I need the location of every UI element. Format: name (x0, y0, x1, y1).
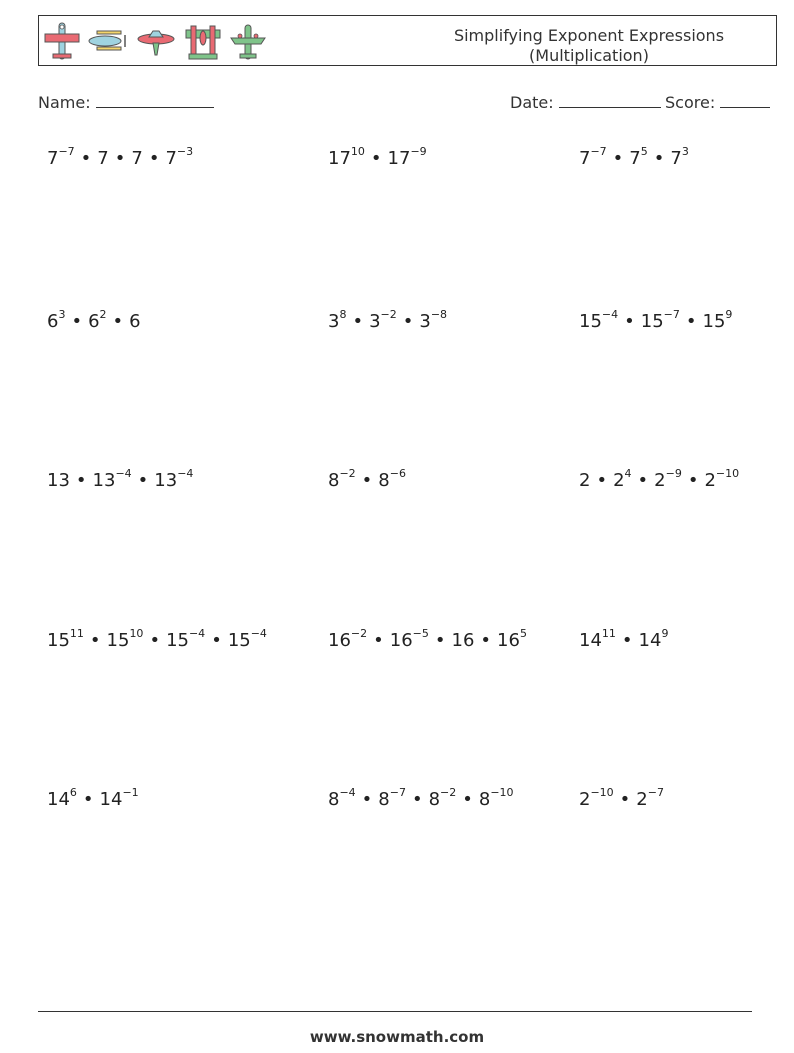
problem-5 (328, 308, 448, 332)
problem-15 (579, 786, 664, 810)
term-exponent: −4 (339, 786, 356, 799)
term-exponent: 9 (725, 308, 733, 321)
term-base: 2 (613, 470, 625, 491)
footer-divider (38, 1011, 752, 1012)
term-base: 15 (640, 311, 664, 332)
multiply-dot: • (685, 311, 697, 332)
term-exponent: 6 (69, 786, 77, 799)
term-exponent: −4 (177, 467, 194, 480)
term-base: 7 (97, 148, 109, 169)
term-base: 2 (654, 470, 666, 491)
term-base: 15 (47, 630, 70, 651)
multiply-dot: • (361, 789, 373, 810)
term-base: 14 (99, 789, 123, 810)
term-base: 8 (328, 470, 340, 491)
term-base: 7 (47, 148, 59, 169)
term-exponent: −4 (115, 467, 132, 480)
multiply-dot: • (480, 630, 492, 651)
multiply-dot: • (462, 789, 473, 810)
term-exponent: −4 (250, 627, 267, 640)
airplane-icon (43, 21, 81, 63)
term-exponent: −7 (58, 145, 75, 158)
term-exponent: −2 (440, 786, 457, 799)
term-exponent: −7 (663, 308, 680, 321)
term-exponent: 5 (640, 145, 648, 158)
multiply-dot: • (411, 789, 423, 810)
biplane-icon (87, 27, 129, 57)
term-base: 7 (131, 148, 143, 169)
multiply-dot: • (370, 148, 382, 169)
term-exponent: −10 (590, 786, 614, 799)
term-exponent: −2 (339, 467, 356, 480)
date-blank[interactable] (559, 93, 661, 108)
term-base: 16 (328, 630, 351, 651)
term-base: 3 (328, 311, 340, 332)
term-exponent: 10 (129, 627, 144, 640)
term-exponent: 8 (339, 308, 347, 321)
score-blank[interactable] (720, 93, 770, 108)
term-base: 8 (328, 789, 340, 810)
date-label: Date: (510, 93, 554, 112)
term-base: 15 (106, 630, 130, 651)
term-exponent: −5 (412, 627, 429, 640)
term-exponent: −1 (122, 786, 139, 799)
term-exponent: −4 (188, 627, 206, 640)
name-label: Name: (38, 93, 91, 112)
name-field[interactable] (38, 93, 214, 112)
multiply-dot: • (352, 311, 364, 332)
multiply-dot: • (211, 630, 222, 651)
score-field[interactable] (665, 93, 770, 112)
multiply-dot: • (434, 630, 446, 651)
multiply-dot: • (148, 148, 160, 169)
term-base: 15 (227, 630, 251, 651)
problem-2 (328, 145, 427, 169)
term-base: 3 (419, 311, 431, 332)
term-exponent: −7 (590, 145, 607, 158)
problem-3 (579, 145, 689, 169)
term-exponent: 9 (661, 627, 669, 640)
multiply-dot: • (621, 630, 633, 651)
term-exponent: −7 (389, 786, 406, 799)
multiply-dot: • (373, 630, 384, 651)
problem-7 (47, 467, 194, 491)
term-base: 17 (387, 148, 411, 169)
propeller-plane-icon (229, 22, 267, 62)
term-exponent: −9 (410, 145, 427, 158)
term-base: 8 (378, 470, 390, 491)
term-exponent: 5 (519, 627, 527, 640)
term-base: 8 (428, 789, 441, 810)
term-base: 13 (47, 470, 70, 491)
problem-8 (328, 467, 406, 491)
problem-10 (47, 627, 267, 651)
term-exponent: 11 (601, 627, 616, 640)
term-base: 15 (166, 630, 189, 651)
term-base: 8 (478, 789, 491, 810)
term-exponent: 2 (99, 308, 107, 321)
problem-1 (47, 145, 194, 169)
term-base: 2 (579, 470, 591, 491)
term-exponent: −2 (350, 627, 368, 640)
term-base: 8 (378, 789, 390, 810)
term-exponent: −10 (715, 467, 740, 480)
problem-12 (579, 627, 669, 651)
multiply-dot: • (653, 148, 665, 169)
multiply-dot: • (612, 148, 624, 169)
term-exponent: −4 (601, 308, 619, 321)
term-exponent: −10 (490, 786, 514, 799)
name-blank[interactable] (96, 93, 214, 108)
term-exponent: −7 (647, 786, 664, 799)
multiply-dot: • (619, 789, 631, 810)
term-exponent: 10 (350, 145, 365, 158)
multiply-dot: • (89, 630, 101, 651)
worksheet-title (434, 26, 744, 66)
term-base: 2 (579, 789, 591, 810)
multiply-dot: • (80, 148, 92, 169)
term-base: 14 (638, 630, 662, 651)
multiply-dot: • (596, 470, 608, 491)
problem-13 (47, 786, 139, 810)
term-exponent: 4 (624, 467, 632, 480)
multiply-dot: • (637, 470, 649, 491)
term-exponent: 11 (69, 627, 84, 640)
term-base: 15 (579, 311, 602, 332)
twin-boom-plane-icon (183, 22, 223, 62)
term-base: 2 (636, 789, 648, 810)
term-exponent: 3 (681, 145, 689, 158)
term-base: 14 (47, 789, 70, 810)
problem-9 (579, 467, 740, 491)
score-label: Score: (665, 93, 716, 112)
problem-6 (579, 308, 733, 332)
term-base: 13 (92, 470, 116, 491)
term-base: 14 (579, 630, 602, 651)
title-line-1: Simplifying Exponent Expressions (453, 26, 725, 45)
term-base: 7 (670, 148, 682, 169)
term-base: 7 (579, 148, 591, 169)
term-base: 3 (369, 311, 381, 332)
multiply-dot: • (75, 470, 87, 491)
term-base: 16 (497, 630, 520, 651)
term-exponent: −2 (380, 308, 397, 321)
problem-4 (47, 308, 141, 332)
term-base: 16 (451, 630, 475, 651)
term-exponent: −6 (389, 467, 406, 480)
date-field[interactable] (510, 93, 661, 112)
term-exponent: −8 (430, 308, 448, 321)
term-base: 6 (88, 311, 100, 332)
term-base: 13 (154, 470, 178, 491)
term-exponent: −9 (665, 467, 682, 480)
multiply-dot: • (114, 148, 126, 169)
title-line-2: (Multiplication) (529, 46, 649, 65)
term-base: 6 (129, 311, 141, 332)
multiply-dot: • (687, 470, 699, 491)
jet-plane-icon (135, 25, 177, 59)
term-base: 7 (165, 148, 177, 169)
term-exponent: 3 (58, 308, 66, 321)
term-base: 17 (328, 148, 351, 169)
multiply-dot: • (361, 470, 373, 491)
multiply-dot: • (149, 630, 161, 651)
term-base: 16 (389, 630, 413, 651)
multiply-dot: • (112, 311, 124, 332)
term-base: 7 (629, 148, 641, 169)
multiply-dot: • (71, 311, 83, 332)
term-base: 2 (704, 470, 716, 491)
multiply-dot: • (137, 470, 149, 491)
footer-website: www.snowmath.com (309, 1028, 485, 1046)
header-icons (43, 20, 267, 64)
problem-14 (328, 786, 514, 810)
term-base: 15 (702, 311, 726, 332)
multiply-dot: • (402, 311, 414, 332)
problem-11 (328, 627, 527, 651)
header-box (38, 15, 777, 66)
term-exponent: −3 (176, 145, 194, 158)
multiply-dot: • (624, 311, 635, 332)
term-base: 6 (47, 311, 59, 332)
multiply-dot: • (82, 789, 94, 810)
